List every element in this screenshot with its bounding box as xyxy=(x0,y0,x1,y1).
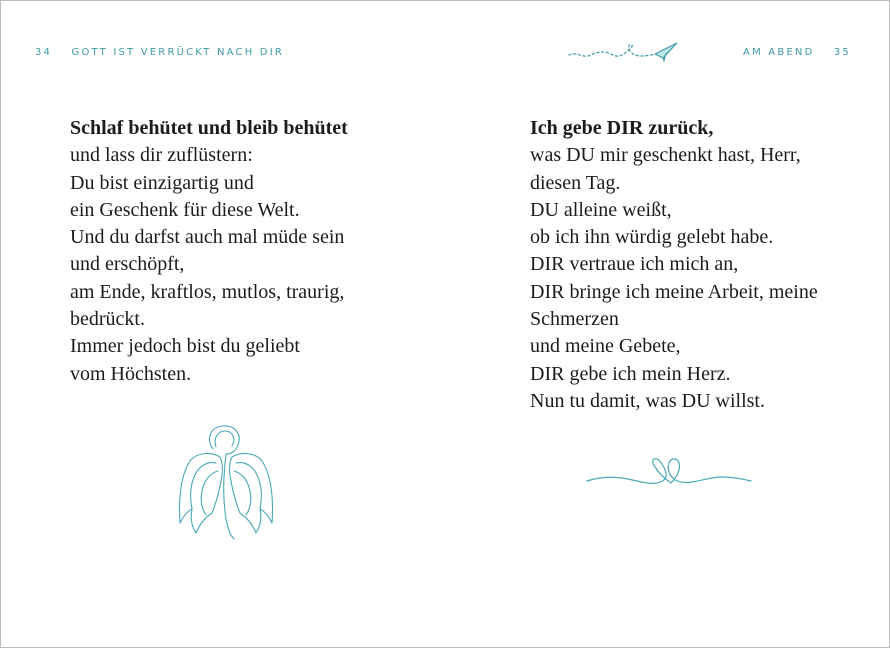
right-poem xyxy=(530,115,818,415)
poem-line: was DU mir geschenkt hast, Herr, xyxy=(530,144,801,167)
left-header-title: GOTT IST VERRÜCKT NACH DIR xyxy=(71,47,284,58)
poem-line: am Ende, kraftlos, mutlos, traurig, xyxy=(70,280,345,303)
paper-plane-icon xyxy=(567,39,681,67)
left-page-number: 34 xyxy=(35,47,53,58)
right-running-header xyxy=(743,47,851,58)
poem-line: ein Geschenk für diese Welt. xyxy=(70,198,300,221)
poem-line: diesen Tag. xyxy=(530,171,621,194)
poem-line: DIR bringe ich meine Arbeit, meine xyxy=(530,280,818,303)
poem-line: vom Höchsten. xyxy=(70,362,192,385)
poem-line: Nun tu damit, was DU willst. xyxy=(530,389,765,412)
poem-line: und lass dir zuflüstern: xyxy=(70,144,253,167)
poem-line: Immer jedoch bist du geliebt xyxy=(70,335,300,358)
poem-line: ob ich ihn würdig gelebt habe. xyxy=(530,226,774,249)
heart-line-icon xyxy=(585,453,753,493)
right-page-number: 35 xyxy=(833,47,851,58)
left-running-header xyxy=(35,47,284,58)
poem-line: und meine Gebete, xyxy=(530,335,681,358)
left-poem-title: Schlaf behütet und bleib behütet xyxy=(70,117,348,139)
poem-line: Und du darfst auch mal müde sein xyxy=(70,226,345,249)
right-poem-title: Ich gebe DIR zurück, xyxy=(530,117,714,139)
poem-line: DU alleine weißt, xyxy=(530,198,672,221)
poem-line: und erschöpft, xyxy=(70,253,185,276)
right-header-title: AM ABEND xyxy=(743,47,815,58)
poem-line: DIR vertraue ich mich an, xyxy=(530,253,739,276)
poem-line: DIR gebe ich mein Herz. xyxy=(530,362,731,385)
angel-icon xyxy=(176,423,276,541)
left-poem xyxy=(70,115,348,388)
poem-line: Du bist einzigartig und xyxy=(70,171,254,194)
poem-line: Schmerzen xyxy=(530,308,619,331)
poem-line: bedrückt. xyxy=(70,308,145,331)
